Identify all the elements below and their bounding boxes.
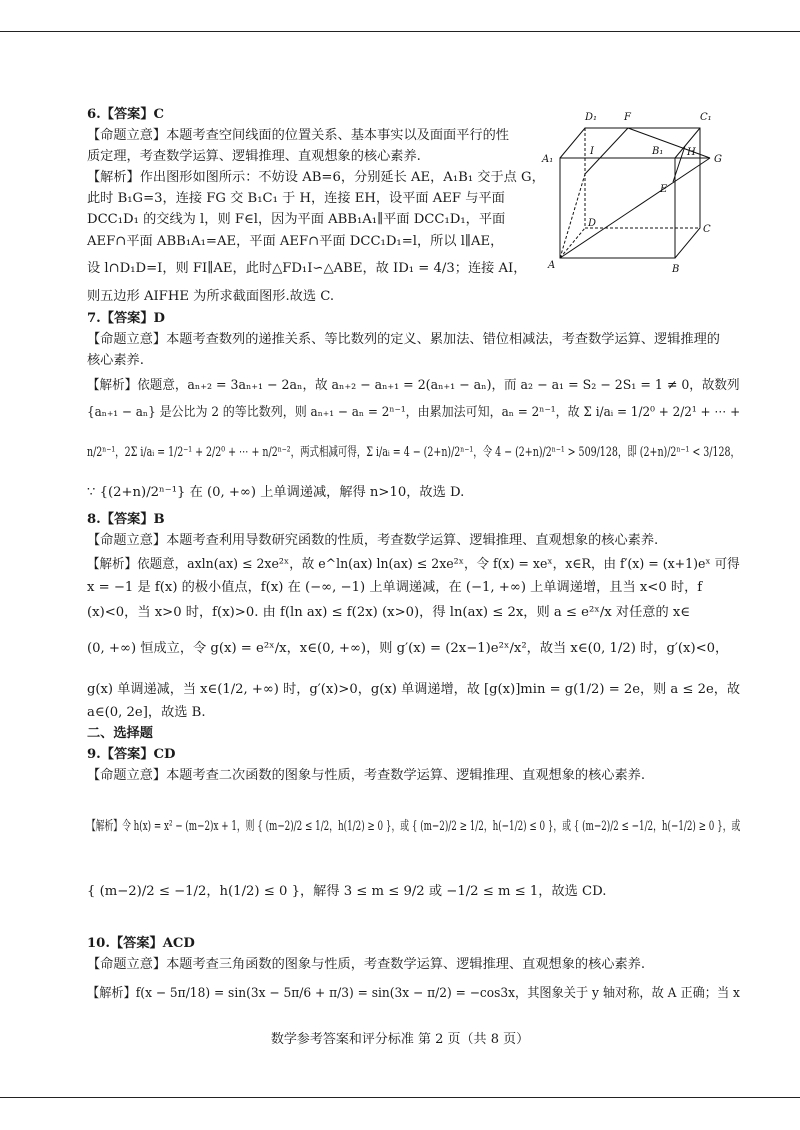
- text-line: g(x) 单调递减，当 x∈(1/2, +∞) 时，g′(x)>0，g(x) 单调递增，故 [g(x)]min = g(1/2) = 2e，则 a ≤ 2e，故: [87, 682, 740, 697]
- cube-front-face: [560, 158, 675, 258]
- text-line: ∵ {(2+n)/2ⁿ⁻¹} 在 (0, +∞) 上单调递减，解得 n>10，故选 D.: [87, 485, 465, 500]
- text-line: 【命题立意】本题考查三角函数的图象与性质，考查数学运算、逻辑推理、直观想象的核心素养.: [87, 957, 646, 972]
- text-line: 【解析】f(x − 5π/18) = sin(3x − 5π/6 + π/3) = sin(3x − π/2) = −cos3x，其图象关于 y 轴对称，故 A 正确；当 x: [87, 986, 740, 1001]
- text-line: 【解析】作出图形如图所示：不妨设 AB=6，分别延长 AE，A₁B₁ 交于点 G，: [87, 170, 545, 185]
- text-line: (x)<0，当 x>0 时，f(x)>0. 由 f(ln ax) ≤ f(2x) (x>0)，得 ln(ax) ≤ 2x，则 a ≤ e²ˣ/x 对任意的 x∈: [87, 605, 691, 620]
- q10-answer-heading: 10.【答案】ACD: [87, 936, 195, 951]
- text-line: 【命题立意】本题考查二次函数的图象与性质，考查数学运算、逻辑推理、直观想象的核心素养.: [87, 768, 646, 783]
- q6-answer-heading: 6.【答案】C: [87, 107, 165, 122]
- q7-answer-heading: 7.【答案】D: [87, 311, 165, 326]
- label-c1: C₁: [700, 112, 712, 123]
- text-line: 此时 B₁G=3，连接 FG 交 B₁C₁ 于 H，连接 EH，设平面 AEF 与平面: [87, 191, 505, 206]
- label-d1: D₁: [585, 112, 598, 123]
- text-line: AEF∩平面 ABB₁A₁=AE，平面 AEF∩平面 DCC₁D₁=l，所以 l∥AE，: [87, 234, 504, 249]
- text-line: (0, +∞) 恒成立，令 g(x) = e²ˣ/x，x∈(0, +∞)，则 g′(x) = (2x−1)e²ˣ/x²，故当 x∈(0, 1/2) 时，g′(x)<0，: [87, 641, 729, 656]
- section-heading: 二、选择题: [87, 726, 153, 741]
- text-line: DCC₁D₁ 的交线为 l，则 F∈l，因为平面 ABB₁A₁∥平面 DCC₁D₁，平面: [87, 212, 506, 227]
- page-footer: 数学参考答案和评分标准 第 2 页（共 8 页）: [270, 1032, 530, 1047]
- label-a: A: [548, 260, 556, 271]
- text-line: 【命题立意】本题考查利用导数研究函数的性质，考查数学运算、逻辑推理、直观想象的核心素养.: [87, 533, 659, 548]
- text-line: 核心素养.: [87, 353, 144, 368]
- label-c: C: [703, 224, 711, 235]
- cube-back-edges: [560, 128, 700, 258]
- label-h: H: [687, 147, 696, 158]
- label-e: E: [660, 184, 668, 195]
- bottom-border-line: [0, 1097, 800, 1098]
- top-border-line: [0, 31, 800, 32]
- line-fg: [628, 128, 710, 158]
- label-g: G: [714, 154, 722, 165]
- text-line: 设 l∩D₁D=I，则 FI∥AE，此时△FD₁I∽△ABE，故 ID₁ = 4/3；连接 AI，: [87, 261, 527, 276]
- cube-hidden-edges: [585, 128, 700, 228]
- q8-answer-heading: 8.【答案】B: [87, 512, 165, 527]
- q9-answer-heading: 9.【答案】CD: [87, 747, 176, 762]
- text-line: 质定理，考查数学运算、逻辑推理、直观想象的核心素养.: [87, 149, 421, 164]
- text-line: 则五边形 AIFHE 为所求截面图形.故选 C.: [87, 289, 335, 304]
- text-line: 【解析】令 h(x) = x² − (m−2)x + 1，则 { (m−2)/2 ≤ 1/2，h(1/2) ≥ 0 }，或 { (m−2)/2 ≥ 1/2，h(−1/2) ≤ 0 }，或 { (m−2)/2 ≤ −1/2，h(−1/2) ≥ 0 }，或: [87, 819, 741, 834]
- text-line: 【解析】依题意，aₙ₊₂ = 3aₙ₊₁ − 2aₙ，故 aₙ₊₂ − aₙ₊₁ = 2(aₙ₊₁ − aₙ)，而 a₂ − a₁ = S₂ − 2S₁ = 1 ≠ 0，故数列: [87, 378, 740, 393]
- text-line: n/2ⁿ⁻¹，2Σ i/aᵢ = 1/2⁻¹ + 2/2⁰ + ⋯ + n/2ⁿ⁻²，两式相减可得，Σ i/aᵢ = 4 − (2+n)/2ⁿ⁻¹，令 4 − (2+n)/2ⁿ⁻¹ > 509/128，即 (2+n)/2ⁿ⁻¹ < 3/128，: [87, 445, 741, 460]
- text-line: 【命题立意】本题考查数列的递推关系、等比数列的定义、累加法、错位相减法，考查数学运算、逻辑推理的: [87, 332, 720, 347]
- cube-section-figure: [540, 102, 730, 282]
- label-b1: B₁: [652, 146, 664, 157]
- label-a1: A₁: [542, 154, 554, 165]
- label-b: B: [672, 264, 680, 275]
- text-line: x = −1 是 f(x) 的极小值点，f(x) 在 (−∞, −1) 上单调递减，在 (−1, +∞) 上单调递增，且当 x<0 时，f: [87, 580, 703, 595]
- text-line: {aₙ₊₁ − aₙ} 是公比为 2 的等比数列，则 aₙ₊₁ − aₙ = 2ⁿ⁻¹，由累加法可知，aₙ = 2ⁿ⁻¹，故 Σ i/aᵢ = 1/2⁰ + 2/2¹ + ⋯ +: [87, 405, 741, 420]
- label-f: F: [624, 112, 631, 123]
- line-ai: [560, 174, 585, 258]
- text-line: a∈(0, 2e]，故选 B.: [87, 705, 206, 720]
- cube-hidden-edge-ad: [560, 228, 585, 258]
- label-d: D: [588, 218, 597, 229]
- label-i: I: [590, 146, 594, 157]
- text-line: { (m−2)/2 ≤ −1/2，h(1/2) ≤ 0 }，解得 3 ≤ m ≤ 9/2 或 −1/2 ≤ m ≤ 1，故选 CD.: [87, 884, 607, 899]
- text-line: 【命题立意】本题考查空间线面的位置关系、基本事实以及面面平行的性: [87, 128, 509, 143]
- text-line: 【解析】依题意，axln(ax) ≤ 2xe²ˣ，故 e^ln(ax) ln(ax) ≤ 2xe²ˣ，令 f(x) = xeˣ，x∈R，由 f′(x) = (x+1)eˣ 可得: [87, 557, 740, 572]
